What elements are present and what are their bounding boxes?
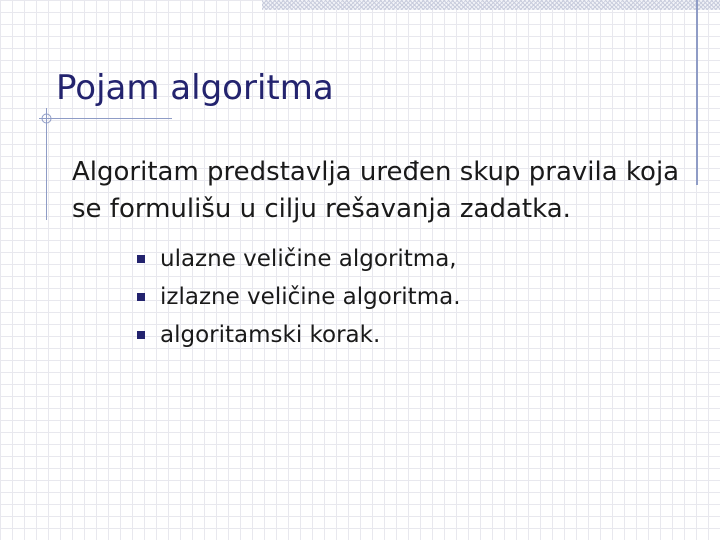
bullet-item-text: ulazne veličine algoritma, — [160, 246, 457, 272]
title-underline — [42, 118, 172, 119]
slide-title: Pojam algoritma — [56, 68, 334, 108]
bullet-list — [137, 240, 461, 354]
square-bullet-icon — [137, 331, 145, 339]
bullet-item-text: algoritamski korak. — [160, 322, 381, 348]
square-bullet-icon — [137, 293, 145, 301]
slide-body-text: Algoritam predstavlja uređen skup pravila koja se formulišu u cilju rešavanja zadatka. — [72, 157, 680, 224]
crosshair-icon — [39, 111, 54, 126]
bullet-item — [137, 316, 461, 354]
right-decorative-rule — [696, 0, 698, 185]
square-bullet-icon — [137, 255, 145, 263]
top-decorative-band — [262, 0, 720, 10]
bullet-item-text: izlazne veličine algoritma. — [160, 284, 461, 310]
bullet-item — [137, 240, 461, 278]
bullet-item — [137, 278, 461, 316]
